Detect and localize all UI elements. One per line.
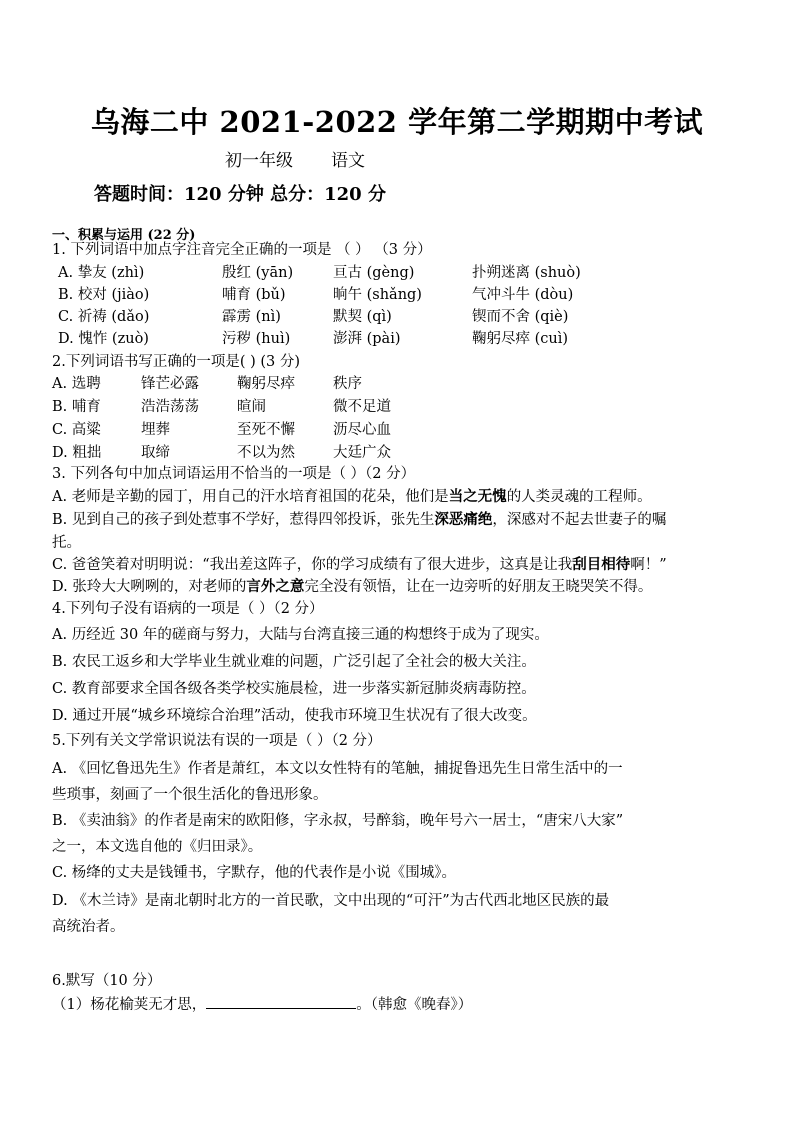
- q3-option-d: [52, 577, 652, 597]
- q1-option: 污秽 (huì): [222, 331, 291, 347]
- q2-option: 暄闹: [237, 399, 266, 415]
- q1-option: B. 校对 (jiào): [58, 287, 150, 303]
- q1-option: D. 愧怍 (zuò): [58, 331, 149, 347]
- q3-option-a: [52, 487, 652, 507]
- q3-option-c: [52, 555, 667, 575]
- q4-option-d: D. 通过开展“城乡环境综合治理”活动，使我市环境卫生状况有了很大改变。: [52, 708, 537, 724]
- q1-option: 霹雳 (nì): [222, 309, 281, 325]
- q3-d-keyword: 言外之意: [246, 578, 305, 595]
- q1-option: 鞠躬尽瘁 (cuì): [472, 331, 569, 347]
- q4-option-c: C. 教育部要求全国各级各类学校实施晨检，进一步落实新冠肺炎病毒防控。: [52, 681, 536, 697]
- q3-d-text: D. 张玲大大咧咧的，对老师的: [52, 579, 247, 595]
- q6-item-1-source: 。（韩愈《晚春》）: [356, 997, 473, 1013]
- q5-option-b: B. 《卖油翁》的作者是南宋的欧阳修，字永叔，号醉翁，晚年号六一居士，“唐宋八大家”: [52, 813, 624, 829]
- q2-option: 取缔: [141, 445, 170, 461]
- time-and-score: 答题时间：120 分钟 总分：120 分: [94, 184, 386, 205]
- q1-option: 扑朔迷离 (shuò): [472, 265, 581, 281]
- q6-stem: 6.默写（10 分）: [52, 973, 162, 989]
- q2-option: 锋芒必露: [141, 376, 199, 392]
- q1-option: 澎湃 (pài): [333, 331, 401, 347]
- q3-b-text: B. 见到自己的孩子到处惹事不学好，惹得四邻投诉，张先生: [52, 512, 435, 528]
- q2-option: 埋葬: [141, 422, 170, 438]
- q2-option: 浩浩荡荡: [141, 399, 199, 415]
- q2-stem: 2.下列词语书写正确的一项是( ) (3 分): [52, 354, 301, 370]
- q5-option-a: A. 《回忆鲁迅先生》作者是萧红，本文以女性特有的笔触，捕捉鲁迅先生日常生活中的一: [52, 761, 623, 777]
- q2-option: C. 高粱: [52, 422, 101, 438]
- q1-option: 默契 (qì): [333, 309, 392, 325]
- q5-option-a-cont: 些琐事，刻画了一个很生活化的鲁迅形象。: [52, 787, 328, 803]
- q5-option-d: D. 《木兰诗》是南北朝时北方的一首民歌，文中出现的“可汗”为古代西北地区民族的最: [52, 893, 610, 909]
- q2-option: A. 选聘: [52, 376, 101, 392]
- q2-option: 至死不懈: [237, 422, 295, 438]
- q6-item-1-text: （1）杨花榆荚无才思，: [52, 997, 207, 1013]
- q2-option: 大廷广众: [333, 445, 391, 461]
- q1-option: A. 挚友 (zhì): [58, 265, 145, 281]
- q3-a-text: 的人类灵魂的工程师。: [506, 489, 652, 505]
- q3-option-b-cont: 托。: [52, 535, 81, 551]
- q3-d-text: 完全没有领悟，让在一边旁听的好朋友王晓哭笑不得。: [304, 579, 653, 595]
- q2-option: D. 粗拙: [52, 445, 102, 461]
- q3-b-text: ，深感对不起去世妻子的嘱: [492, 512, 667, 528]
- q1-option: 哺育 (bǔ): [222, 287, 286, 303]
- q5-option-d-cont: 高统治者。: [52, 919, 125, 935]
- q1-option: 亘古 (gèng): [333, 265, 415, 281]
- q4-option-a: A. 历经近 30 年的磋商与努力，大陆与台湾直接三通的构想终于成为了现实。: [52, 627, 549, 643]
- q3-option-b: [52, 510, 666, 530]
- q1-option: C. 祈祷 (dǎo): [58, 309, 150, 325]
- subject-label: 语文: [331, 151, 365, 171]
- q2-option: 微不足道: [333, 399, 391, 415]
- q5-option-b-cont: 之一，本文选自他的《归田录》。: [52, 839, 263, 855]
- q1-option: 锲而不舍 (qiè): [472, 309, 569, 325]
- q3-c-text: C. 爸爸笑着对明明说：“我出差这阵子，你的学习成绩有了很大进步，这真是让我: [52, 557, 573, 573]
- q3-c-text: 啊！”: [630, 557, 667, 573]
- q2-option: 沥尽心血: [333, 422, 391, 438]
- q1-option: 晌午 (shǎng): [333, 287, 422, 303]
- q3-a-keyword: 当之无愧: [448, 488, 507, 505]
- q2-option: B. 哺育: [52, 399, 101, 415]
- q1-option: 殷红 (yān): [222, 265, 294, 281]
- q2-option: 不以为然: [237, 445, 295, 461]
- q6-item-1: [52, 994, 472, 1015]
- q3-c-keyword: 刮目相待: [572, 556, 631, 573]
- q2-option: 鞠躬尽瘁: [237, 376, 295, 392]
- q1-option: 气冲斗牛 (dòu): [472, 287, 574, 303]
- grade-label: 初一年级: [225, 151, 293, 171]
- exam-subtitle: [225, 146, 365, 171]
- q2-option: 秩序: [333, 376, 362, 392]
- q5-stem: 5.下列有关文学常识说法有误的一项是（ ）（2 分）: [52, 733, 382, 749]
- q3-a-text: A. 老师是辛勤的园丁，用自己的汗水培育祖国的花朵，他们是: [52, 489, 449, 505]
- q1-stem: 1. 下列词语中加点字注音完全正确的一项是 （ ） （3 分）: [52, 242, 432, 258]
- exam-title: 乌海二中 2021-2022 学年第二学期期中考试: [90, 105, 704, 139]
- q3-stem: 3. 下列各句中加点词语运用不恰当的一项是（ ）（2 分）: [52, 466, 416, 482]
- section-heading: 一、积累与运用 (22 分): [52, 228, 196, 243]
- q3-b-keyword: 深恶痛绝: [434, 511, 493, 528]
- q4-option-b: B. 农民工返乡和大学毕业生就业难的问题，广泛引起了全社会的极大关注。: [52, 654, 536, 670]
- answer-blank[interactable]: [206, 994, 356, 1009]
- q5-option-c: C. 杨绛的丈夫是钱锺书，字默存，他的代表作是小说《围城》。: [52, 865, 457, 881]
- q4-stem: 4.下列句子没有语病的一项是（ ）（2 分）: [52, 601, 324, 617]
